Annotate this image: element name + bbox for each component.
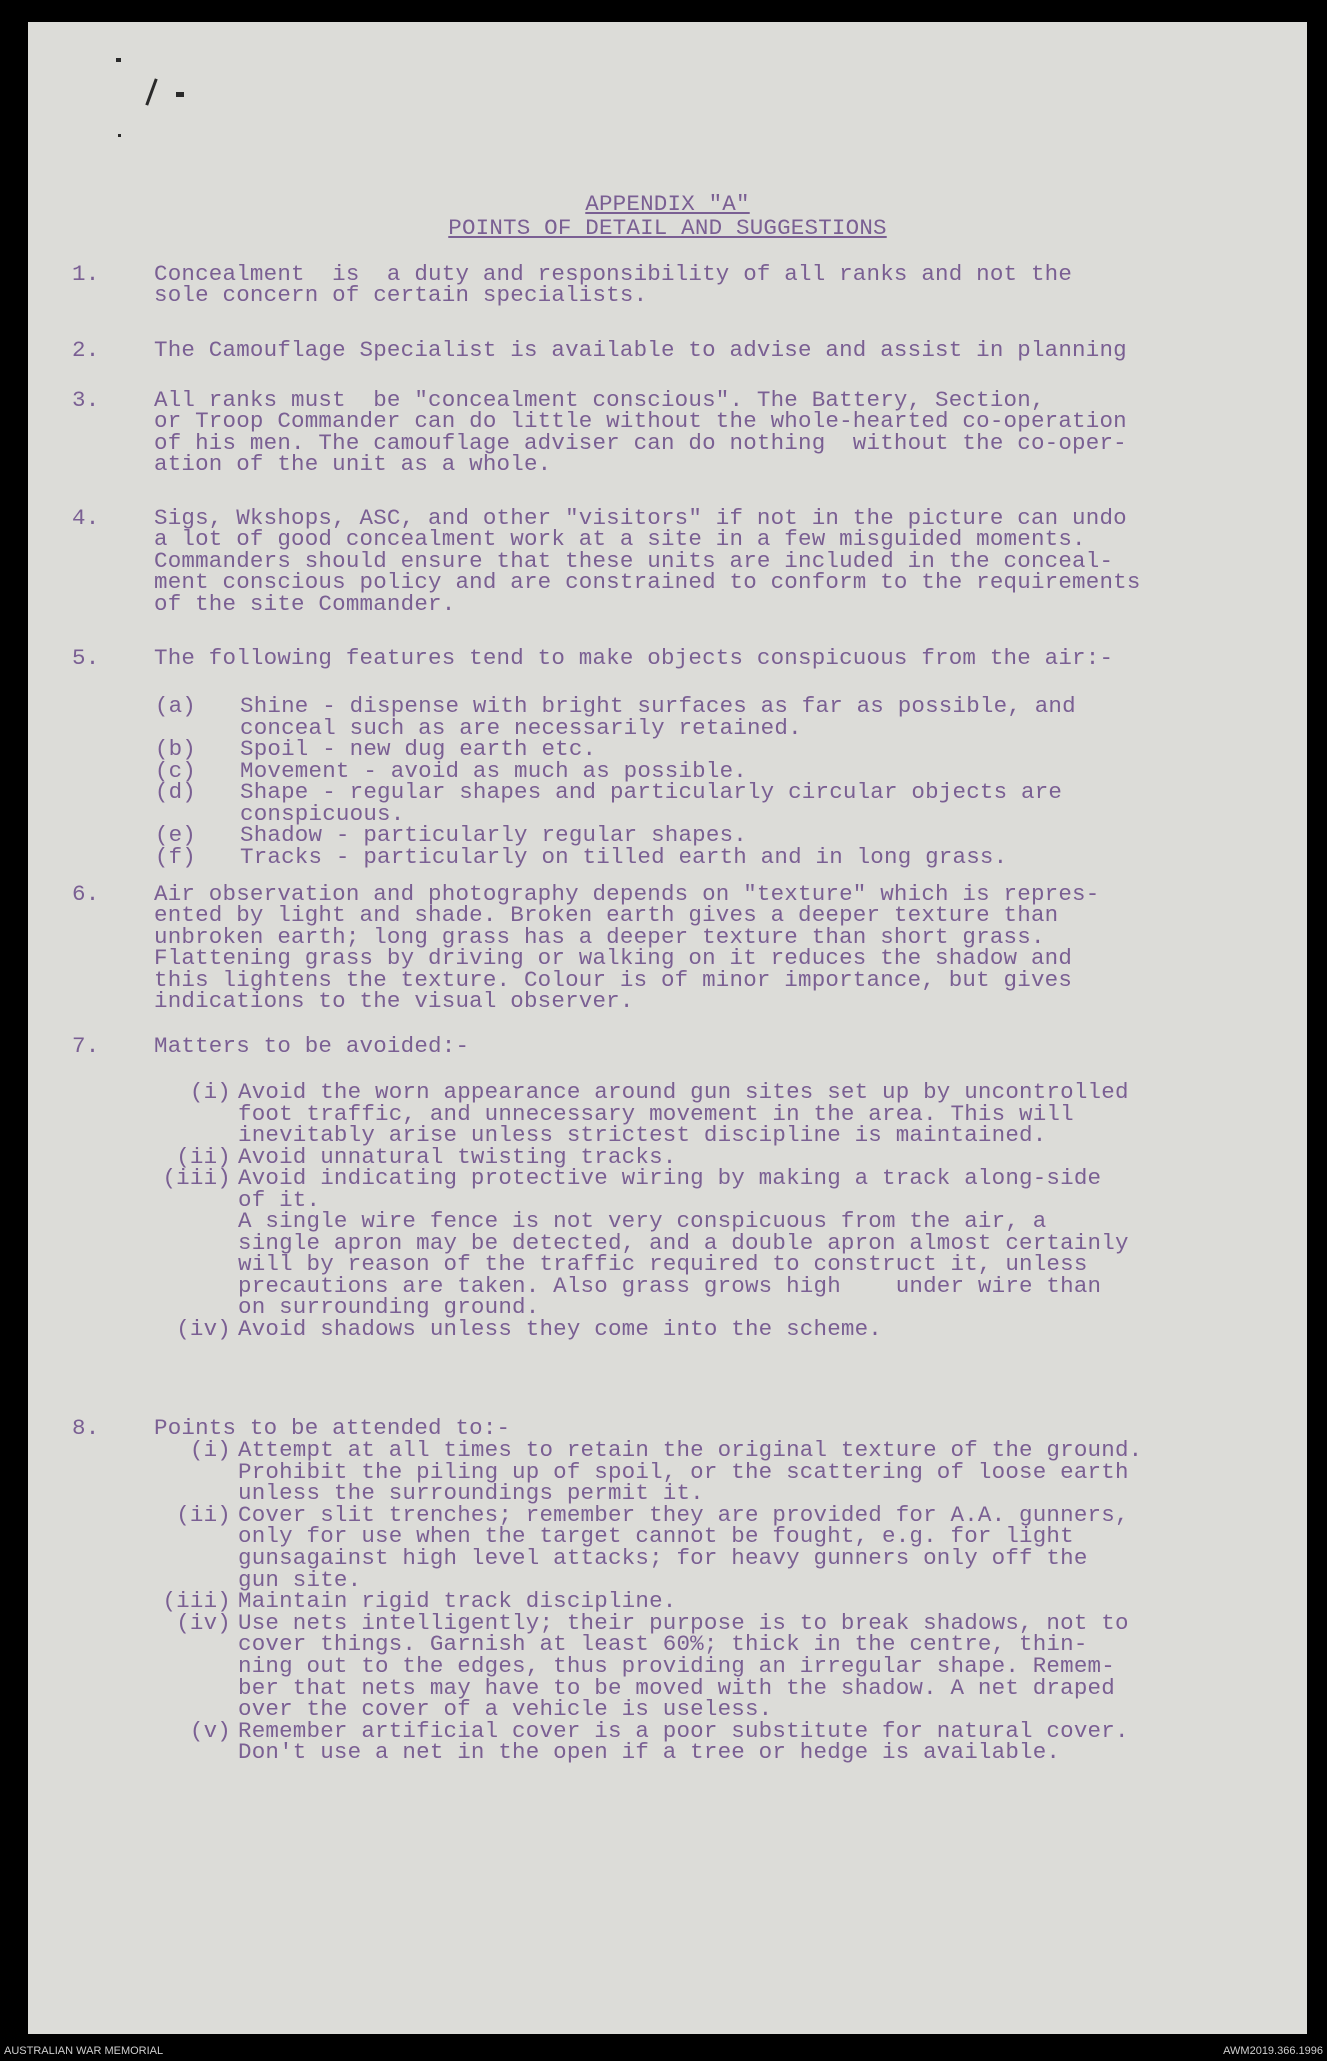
para-4-line: of the site Commander. [154, 590, 456, 617]
para-5-item-line: Movement - avoid as much as possible. [240, 757, 747, 784]
para-5-item-line: Spoil - new dug earth etc. [240, 736, 597, 762]
para-6-line: Air observation and photography depends on "texture" which is repres- [154, 881, 1100, 907]
para-8-item-line: gun site. [238, 1566, 362, 1593]
para-7-item-line: Avoid shadows unless they come into the scheme. [238, 1315, 883, 1342]
para-7-item-label: (iv) [176, 1315, 231, 1342]
appendix-heading: APPENDIX "A" [585, 191, 750, 217]
document-page [28, 22, 1307, 2034]
para-6-number: 6. [72, 881, 100, 907]
para-8-item-line: unless the surroundings permit it. [238, 1480, 704, 1507]
para-5-line: The following features tend to make objects conspicuous from the air:- [154, 645, 1114, 671]
para-7-item-line: on surrounding ground. [238, 1294, 540, 1320]
para-5-number: 5. [72, 645, 100, 671]
ink-mark [176, 92, 184, 97]
para-7-line: Matters to be avoided:- [154, 1033, 470, 1059]
para-5-item-line: Shine - dispense with bright surfaces as far as possible, and [240, 693, 1076, 719]
para-1-number: 1. [72, 261, 100, 287]
para-5-item-line: Tracks - particularly on tilled earth and in long grass. [240, 843, 1008, 870]
para-7-item-label: (iii) [162, 1165, 231, 1191]
para-8-item-line: Remember artificial cover is a poor substitute for natural cover. [238, 1717, 1129, 1744]
para-8-item-line: over the cover of a vehicle is useless. [238, 1696, 773, 1723]
para-8-item-label: (ii) [176, 1501, 231, 1528]
para-8-number: 8. [72, 1415, 100, 1441]
para-3-line: ation of the unit as a whole. [154, 451, 552, 478]
ink-mark [118, 134, 121, 137]
para-4-line: ment conscious policy and are constrained to conform to the requirements [154, 569, 1141, 596]
para-5-item-line: conceal such as are necessarily retained. [240, 714, 802, 741]
para-1-line: sole concern of certain specialists. [154, 282, 648, 309]
para-5-item-line: conspicuous. [240, 800, 405, 827]
para-8-item-line: Cover slit trenches; remember they are provided for A.A. gunners, [238, 1501, 1129, 1528]
para-6-line: Flattening grass by driving or walking on it reduces the shadow and [154, 945, 1073, 972]
para-6-line: indications to the visual observer. [154, 988, 634, 1014]
archive-reference: AWM2019.366.1996 [1223, 2045, 1323, 2057]
para-4-line: a lot of good concealment work at a site in a few misguided moments. [154, 526, 1086, 553]
para-4-line: Commanders should ensure that these units are included in the conceal- [154, 547, 1114, 574]
para-7-item-line: single apron may be detected, and a double apron almost certainly [238, 1229, 1129, 1256]
para-2-line: The Camouflage Specialist is available to advise and assist in planning [154, 337, 1127, 363]
para-7-item-line: Avoid the worn appearance around gun sites set up by uncontrolled [238, 1079, 1129, 1105]
para-7-item-line: A single wire fence is not very conspicuous from the air, a [238, 1208, 1047, 1234]
para-5-item-label: (c) [154, 757, 196, 784]
para-4-number: 4. [72, 505, 100, 531]
para-8-item-line: Use nets intelligently; their purpose is to break shadows, not to [238, 1609, 1129, 1636]
ink-mark [145, 78, 157, 105]
para-8-item-line: ning out to the edges, thus providing an irregular shape. Remem- [238, 1653, 1115, 1679]
para-7-item-line: inevitably arise unless strictest discipline is maintained. [238, 1122, 1047, 1148]
para-8-item-label: (i) [189, 1437, 231, 1463]
para-5-item-label: (d) [154, 779, 196, 805]
para-6-line: this lightens the texture. Colour is of minor importance, but gives [154, 966, 1073, 993]
para-8-item-label: (v) [189, 1717, 231, 1744]
archive-credit: AUSTRALIAN WAR MEMORIAL [4, 2045, 164, 2057]
para-6-line: ented by light and shade. Broken earth gives a deeper texture than [154, 902, 1059, 929]
para-3-line: of his men. The camouflage adviser can do nothing without the co-oper- [154, 429, 1127, 456]
para-8-item-line: gunsagainst high level attacks; for heavy gunners only off the [238, 1545, 1088, 1571]
para-7-item-line: foot traffic, and unnecessary movement in the area. This will [238, 1100, 1074, 1127]
para-2-number: 2. [72, 337, 100, 363]
para-7-item-label: (i) [189, 1079, 231, 1105]
para-7-item-line: will by reason of the traffic required to construct it, unless [238, 1251, 1088, 1277]
para-7-item-line: precautions are taken. Also grass grows high under wire than [238, 1272, 1102, 1299]
para-5-item-line: Shadow - particularly regular shapes. [240, 822, 747, 848]
ink-mark [116, 58, 121, 62]
para-3-line: or Troop Commander can do little without the whole-hearted co-operation [154, 408, 1127, 435]
para-8-item-line: Don't use a net in the open if a tree or hedge is available. [238, 1739, 1061, 1766]
para-8-line: Points to be attended to:- [154, 1415, 511, 1441]
para-5-item-line: Shape - regular shapes and particularly circular objects are [240, 779, 1063, 805]
para-7-item-label: (ii) [176, 1143, 231, 1170]
para-8-item-line: ber that nets may have to be moved with the shadow. A net draped [238, 1674, 1115, 1701]
para-7-item-line: Avoid indicating protective wiring by making a track along-side [238, 1165, 1102, 1191]
para-8-item-line: Attempt at all times to retain the original texture of the ground. [238, 1437, 1143, 1463]
para-1-line: Concealment is a duty and responsibility of all ranks and not the [154, 261, 1073, 287]
para-8-item-line: only for use when the target cannot be fought, e.g. for light [238, 1523, 1074, 1550]
para-8-item-line: cover things. Garnish at least 60%; thick in the centre, thin- [238, 1631, 1088, 1658]
para-7-item-line: Avoid unnatural twisting tracks. [238, 1143, 677, 1170]
para-4-line: Sigs, Wkshops, ASC, and other "visitors" if not in the picture can undo [154, 505, 1127, 531]
para-5-item-label: (b) [154, 736, 196, 762]
para-5-item-label: (a) [154, 693, 196, 719]
para-3-number: 3. [72, 387, 100, 413]
para-8-item-label: (iii) [162, 1588, 231, 1615]
para-8-item-line: Maintain rigid track discipline. [238, 1588, 677, 1615]
document-title: POINTS OF DETAIL AND SUGGESTIONS [448, 215, 887, 241]
para-8-item-label: (iv) [176, 1609, 231, 1636]
para-6-line: unbroken earth; long grass has a deeper texture than short grass. [154, 923, 1045, 950]
para-5-item-label: (f) [154, 843, 196, 870]
para-3-line: All ranks must be "concealment conscious". The Battery, Section, [154, 387, 1045, 413]
para-7-number: 7. [72, 1033, 100, 1059]
para-8-item-line: Prohibit the piling up of spoil, or the scattering of loose earth [238, 1458, 1129, 1485]
para-7-item-line: of it. [238, 1186, 321, 1213]
para-5-item-label: (e) [154, 822, 196, 848]
